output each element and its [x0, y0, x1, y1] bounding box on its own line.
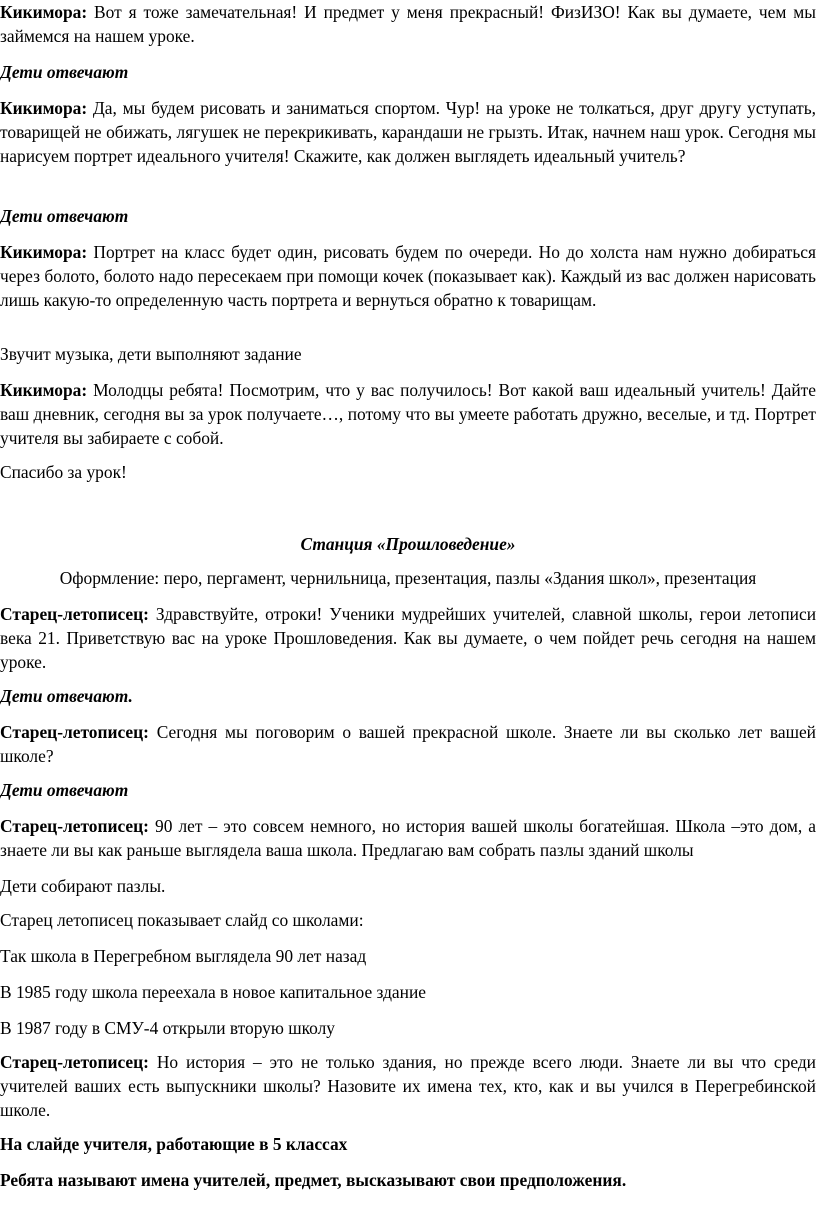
paragraph-plain: Звучит музыка, дети выполняют задание [0, 344, 302, 364]
paragraph-plain: В 1987 году в СМУ-4 открыли вторую школу [0, 1018, 335, 1038]
paragraph-text: Вот я тоже замечательная! И предмет у меня прекрасный! ФизИЗО! Как вы думаете, чем мы займемся на нашем уроке. [0, 2, 816, 46]
paragraph-text: Здравствуйте, отроки! Ученики мудрейших учителей, славной школы, герои летописи века 21. Приветствую вас на уроке Прошловедения. Как вы думаете, о чем пойдет речь сегодня на нашем уроке. [0, 604, 816, 672]
paragraph-text: Но история – это не только здания, но прежде всего люди. Знаете ли вы что среди учителей ваших есть выпускники школы? Назовите их имена тех, кто, как и вы учился в Перегребинской школе. [0, 1052, 816, 1120]
speaker-label: Старец-летописец: [0, 604, 149, 624]
paragraph-elder-2 [0, 720, 816, 768]
paragraph-plain: Дети собирают пазлы. [0, 876, 166, 896]
paragraph-plain: В 1985 году школа переехала в новое капитальное здание [0, 982, 426, 1002]
paragraph-elder-3 [0, 814, 816, 862]
paragraph-bold: На слайде учителя, работающие в 5 классах [0, 1134, 348, 1154]
paragraph-elder-1 [0, 602, 816, 674]
paragraph-text: Сегодня мы поговорим о вашей прекрасной школе. Знаете ли вы сколько лет вашей школе? [0, 722, 816, 766]
paragraph-plain: Старец летописец показывает слайд со школами: [0, 910, 364, 930]
stage-direction: Дети отвечают. [0, 686, 133, 706]
paragraph-elder-4 [0, 1050, 816, 1122]
paragraph-kikimora-3 [0, 240, 816, 312]
speaker-label: Кикимора: [0, 242, 88, 262]
speaker-label: Старец-летописец: [0, 816, 149, 836]
speaker-label: Старец-летописец: [0, 722, 149, 742]
paragraph-bold: Ребята называют имена учителей, предмет, высказывают свои предположения. [0, 1170, 627, 1190]
paragraph-text: Портрет на класс будет один, рисовать будем по очереди. Но до холста нам нужно добираться через болото, болото надо пересекаем при помощи кочек (показывает как). Каждый из вас должен нарисовать лишь какую-то определенную часть портрета и вернуться обратно к товарищам. [0, 242, 816, 310]
paragraph-plain: Спасибо за урок! [0, 462, 127, 482]
speaker-label: Кикимора: [0, 380, 88, 400]
paragraph-text: 90 лет – это совсем немного, но история вашей школы богатейшая. Школа –это дом, а знаете ли вы как раньше выглядела ваша школа. Предлагаю вам собрать пазлы зданий школы [0, 816, 816, 860]
stage-direction: Дети отвечают [0, 206, 129, 226]
station-heading: Станция «Прошловедение» [300, 534, 516, 554]
paragraph-kikimora-2 [0, 96, 816, 168]
paragraph-text: Да, мы будем рисовать и заниматься спортом. Чур! на уроке не толкаться, друг другу уступать, товарищей не обижать, лягушек не перекрикивать, карандаши не грызть. Итак, начнем наш урок. Сегодня мы нарисуем портрет идеального учителя! Скажите, как должен выглядеть идеальный учитель? [0, 98, 816, 166]
paragraph-kikimora-1 [0, 0, 816, 48]
stage-direction: Дети отвечают [0, 780, 129, 800]
paragraph-kikimora-4 [0, 378, 816, 450]
speaker-label: Кикимора: [0, 98, 88, 118]
speaker-label: Кикимора: [0, 2, 88, 22]
speaker-label: Старец-летописец: [0, 1052, 149, 1072]
paragraph-plain: Так школа в Перегребном выглядела 90 лет назад [0, 946, 367, 966]
decoration-line: Оформление: перо, пергамент, чернильница, презентация, пазлы «Здания школ», презентация [59, 568, 757, 588]
paragraph-text: Молодцы ребята! Посмотрим, что у вас получилось! Вот какой ваш идеальный учитель! Дайте ваш дневник, сегодня вы за урок получаете…, потому что вы умеете работать дружно, веселые, и тд. Портрет учителя вы забираете с собой. [0, 380, 816, 448]
stage-direction: Дети отвечают [0, 62, 129, 82]
